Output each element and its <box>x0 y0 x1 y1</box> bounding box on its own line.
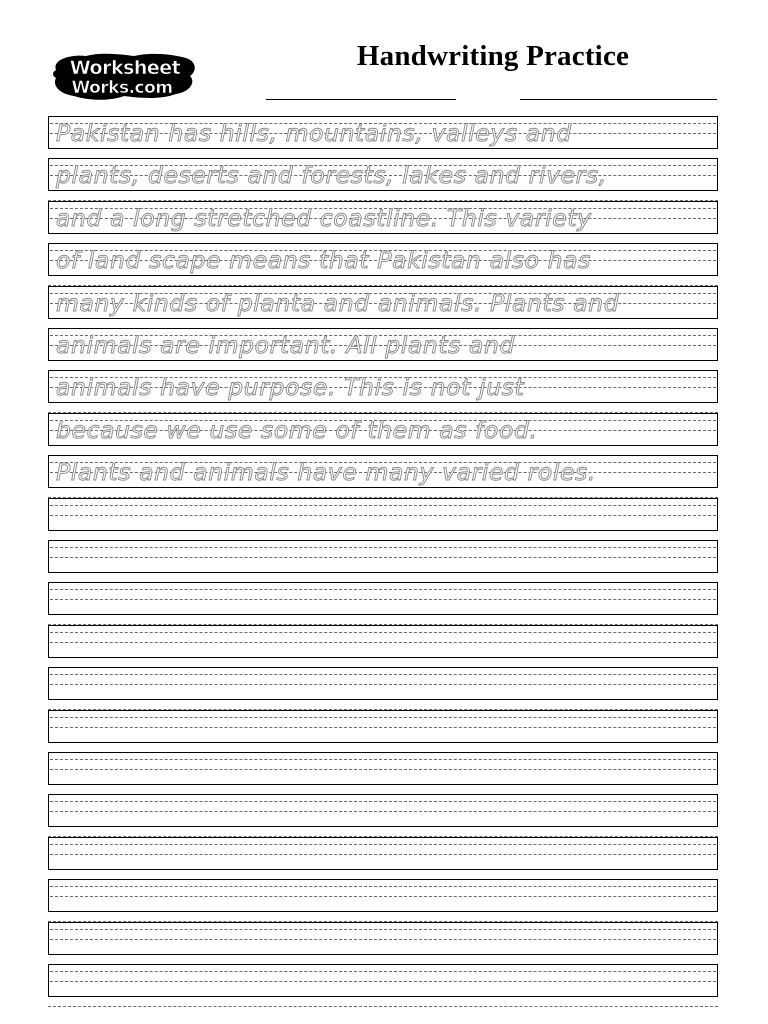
row-left-edge <box>48 752 49 785</box>
row-baseline <box>48 572 718 573</box>
handwriting-row[interactable] <box>48 922 718 956</box>
row-dashed-ascender-line <box>50 844 716 845</box>
row-left-edge <box>48 498 49 531</box>
handwriting-row[interactable] <box>48 625 718 659</box>
row-left-edge <box>48 413 49 446</box>
date-blank-line[interactable] <box>520 99 717 100</box>
trace-text: animals are important. All plants and <box>56 331 516 359</box>
row-dashed-ascender-line <box>50 886 716 887</box>
row-dashed-midline <box>50 684 716 685</box>
row-baseline <box>48 954 718 955</box>
handwriting-row[interactable] <box>48 964 718 998</box>
svg-text:Works.com: Works.com <box>71 78 173 98</box>
handwriting-row[interactable] <box>48 158 718 192</box>
row-right-edge <box>717 413 718 446</box>
trace-text: of land scape means that Pakistan also has <box>56 246 591 275</box>
row-baseline <box>48 911 718 912</box>
handwriting-row[interactable] <box>48 752 718 786</box>
row-left-edge <box>48 710 49 743</box>
trace-text: Plants and animals have many varied roles. <box>56 458 596 487</box>
handwriting-row[interactable] <box>48 667 718 701</box>
page-title: Handwriting Practice <box>356 40 630 72</box>
trace-text: and a long stretched coastline. This variety <box>56 203 592 232</box>
row-dashed-midline <box>50 727 716 728</box>
row-dashed-midline <box>50 896 716 897</box>
row-dashed-ascender-line <box>50 674 716 675</box>
row-baseline <box>48 869 718 870</box>
row-baseline <box>48 826 718 827</box>
row-right-edge <box>717 752 718 785</box>
handwriting-row[interactable] <box>48 455 718 489</box>
row-dashed-ascender-line <box>50 505 716 506</box>
handwriting-row[interactable] <box>48 794 718 828</box>
row-top-line <box>48 710 718 711</box>
trace-text: plants, deserts and forests, lakes and rivers, <box>56 161 607 190</box>
row-right-edge <box>717 116 718 149</box>
handwriting-row[interactable] <box>48 413 718 447</box>
row-right-edge <box>717 455 718 488</box>
row-baseline <box>48 784 718 785</box>
row-top-line <box>48 752 718 753</box>
handwriting-row[interactable] <box>48 837 718 871</box>
handwriting-row[interactable] <box>48 582 718 616</box>
handwriting-row[interactable] <box>48 286 718 320</box>
row-dashed-ascender-line <box>50 547 716 548</box>
row-top-line <box>48 837 718 838</box>
row-left-edge <box>48 158 49 191</box>
row-left-edge <box>48 455 49 488</box>
row-dashed-ascender-line <box>50 801 716 802</box>
row-dashed-ascender-line <box>50 971 716 972</box>
row-dashed-midline <box>50 557 716 558</box>
row-dashed-midline <box>50 769 716 770</box>
row-left-edge <box>48 370 49 403</box>
row-dashed-midline <box>50 981 716 982</box>
row-right-edge <box>717 201 718 234</box>
row-right-edge <box>717 710 718 743</box>
trace-text: because we use some of them as food. <box>56 415 538 444</box>
row-right-edge <box>717 582 718 615</box>
row-top-line <box>48 794 718 795</box>
name-blank-line[interactable] <box>266 99 456 100</box>
row-right-edge <box>717 158 718 191</box>
row-top-line <box>48 964 718 965</box>
row-right-edge <box>717 286 718 319</box>
row-right-edge <box>717 540 718 573</box>
row-dashed-midline <box>50 811 716 812</box>
handwriting-row[interactable] <box>48 116 718 150</box>
handwriting-row[interactable] <box>48 328 718 362</box>
row-right-edge <box>717 243 718 276</box>
trace-text: many kinds of planta and animals. Plants and <box>56 288 620 317</box>
handwriting-row[interactable] <box>48 879 718 913</box>
row-dashed-midline <box>50 939 716 940</box>
row-left-edge <box>48 964 49 997</box>
row-top-line <box>48 922 718 923</box>
row-baseline <box>48 699 718 700</box>
row-dashed-descender-line <box>48 1006 718 1007</box>
row-dashed-midline <box>50 854 716 855</box>
handwriting-row[interactable] <box>48 370 718 404</box>
row-left-edge <box>48 922 49 955</box>
row-left-edge <box>48 794 49 827</box>
row-dashed-ascender-line <box>50 759 716 760</box>
handwriting-row[interactable] <box>48 201 718 235</box>
row-left-edge <box>48 540 49 573</box>
row-baseline <box>48 657 718 658</box>
row-left-edge <box>48 286 49 319</box>
row-dashed-ascender-line <box>50 929 716 930</box>
row-left-edge <box>48 201 49 234</box>
handwriting-row[interactable] <box>48 710 718 744</box>
row-top-line <box>48 667 718 668</box>
row-right-edge <box>717 794 718 827</box>
row-left-edge <box>48 116 49 149</box>
handwriting-row[interactable] <box>48 540 718 574</box>
row-left-edge <box>48 243 49 276</box>
row-top-line <box>48 879 718 880</box>
row-left-edge <box>48 667 49 700</box>
row-right-edge <box>717 498 718 531</box>
svg-text:Worksheet: Worksheet <box>69 57 181 79</box>
row-left-edge <box>48 328 49 361</box>
row-top-line <box>48 540 718 541</box>
row-top-line <box>48 582 718 583</box>
row-dashed-ascender-line <box>50 717 716 718</box>
row-right-edge <box>717 370 718 403</box>
row-right-edge <box>717 328 718 361</box>
trace-text: animals have purpose. This is not just <box>56 373 525 402</box>
row-top-line <box>48 498 718 499</box>
row-dashed-midline <box>50 515 716 516</box>
row-baseline <box>48 742 718 743</box>
row-left-edge <box>48 625 49 658</box>
row-right-edge <box>717 879 718 912</box>
row-left-edge <box>48 582 49 615</box>
row-right-edge <box>717 625 718 658</box>
row-baseline <box>48 530 718 531</box>
row-right-edge <box>717 837 718 870</box>
worksheetworks-logo <box>50 48 200 106</box>
row-dashed-ascender-line <box>50 589 716 590</box>
trace-text: Pakistan has hills, mountains, valleys and <box>56 119 572 147</box>
row-left-edge <box>48 837 49 870</box>
row-dashed-ascender-line <box>50 632 716 633</box>
handwriting-row[interactable] <box>48 498 718 532</box>
row-right-edge <box>717 964 718 997</box>
row-dashed-midline <box>50 599 716 600</box>
row-baseline <box>48 996 718 997</box>
row-dashed-midline <box>50 642 716 643</box>
row-left-edge <box>48 879 49 912</box>
row-baseline <box>48 614 718 615</box>
row-right-edge <box>717 922 718 955</box>
row-top-line <box>48 625 718 626</box>
handwriting-row[interactable] <box>48 243 718 277</box>
row-right-edge <box>717 667 718 700</box>
